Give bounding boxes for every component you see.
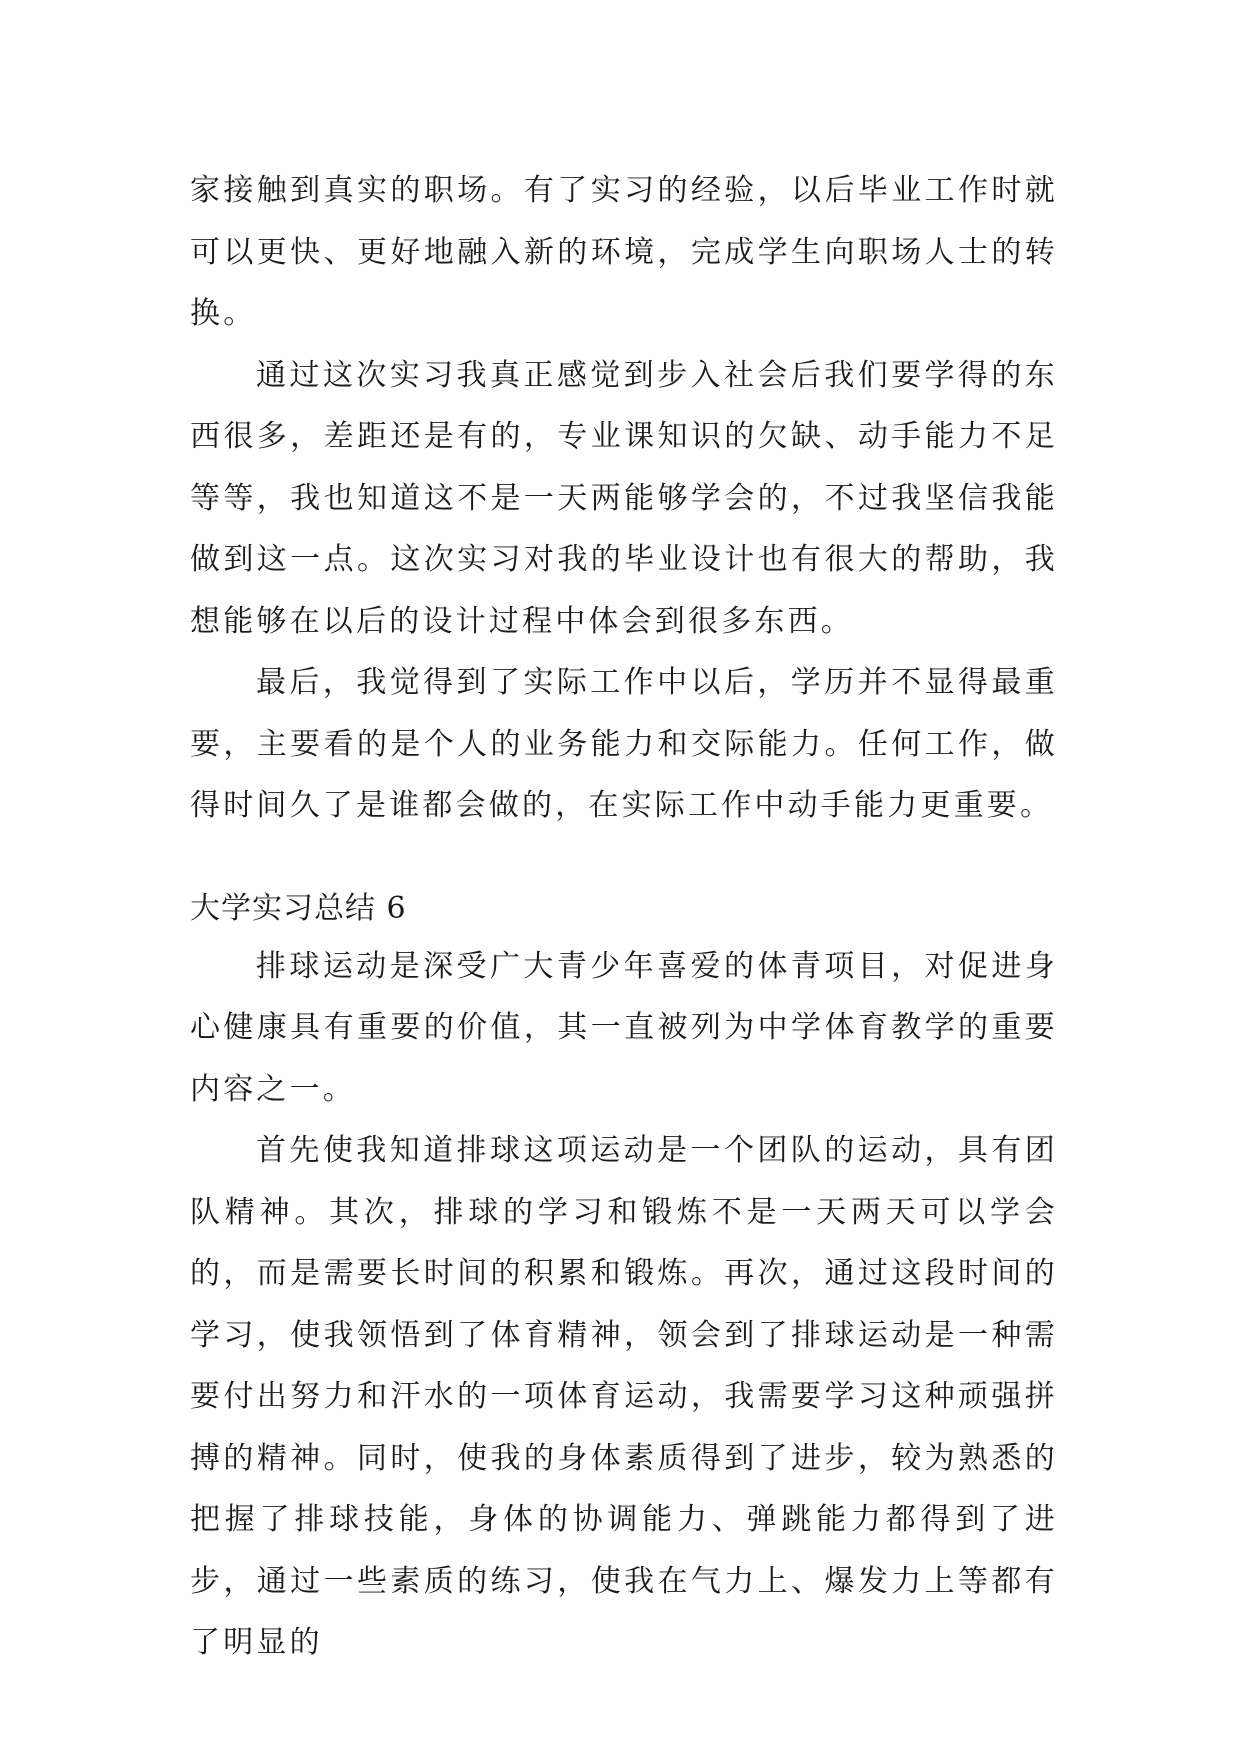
paragraph-continuation: 家接触到真实的职场。有了实习的经验，以后毕业工作时就可以更快、更好地融入新的环境，完成学生向职场人士的转换。 [190, 173, 1058, 331]
paragraph-volleyball-benefits: 首先使我知道排球这项运动是一个团队的运动，具有团队精神。其次，排球的学习和锻炼不是一天两天可以学会的，而是需要长时间的积累和锻炼。再次，通过这段时间的学习，使我领悟到了体育精神，领会到了排球运动是一种需要付出努力和汗水的一项体育运动，我需要学习这种顽强拼搏的精神。同时，使我的身体素质得到了进步，较为熟悉的把握了排球技能，身体的协调能力、弹跳能力都得到了进步，通过一些素质的练习，使我在气力上、爆发力上等都有了明显的 [190, 1133, 1058, 1660]
paragraph-internship-reflection: 通过这次实习我真正感觉到步入社会后我们要学得的东西很多，差距还是有的，专业课知识的欠缺、动手能力不足等等，我也知道这不是一天两能够学会的，不过我坚信我能做到这一点。这次实习对我的毕业设计也有很大的帮助，我想能够在以后的设计过程中体会到很多东西。 [190, 357, 1058, 639]
document-body [190, 160, 1058, 1674]
paragraph-conclusion: 最后，我觉得到了实际工作中以后，学历并不显得最重要，主要看的是个人的业务能力和交际能力。任何工作，做得时间久了是谁都会做的，在实际工作中动手能力更重要。 [190, 665, 1058, 823]
section-title: 大学实习总结 6 [190, 890, 407, 926]
paragraph-volleyball-intro: 排球运动是深受广大青少年喜爱的体青项目，对促进身心健康具有重要的价值，其一直被列为中学体育教学的重要内容之一。 [190, 948, 1058, 1107]
